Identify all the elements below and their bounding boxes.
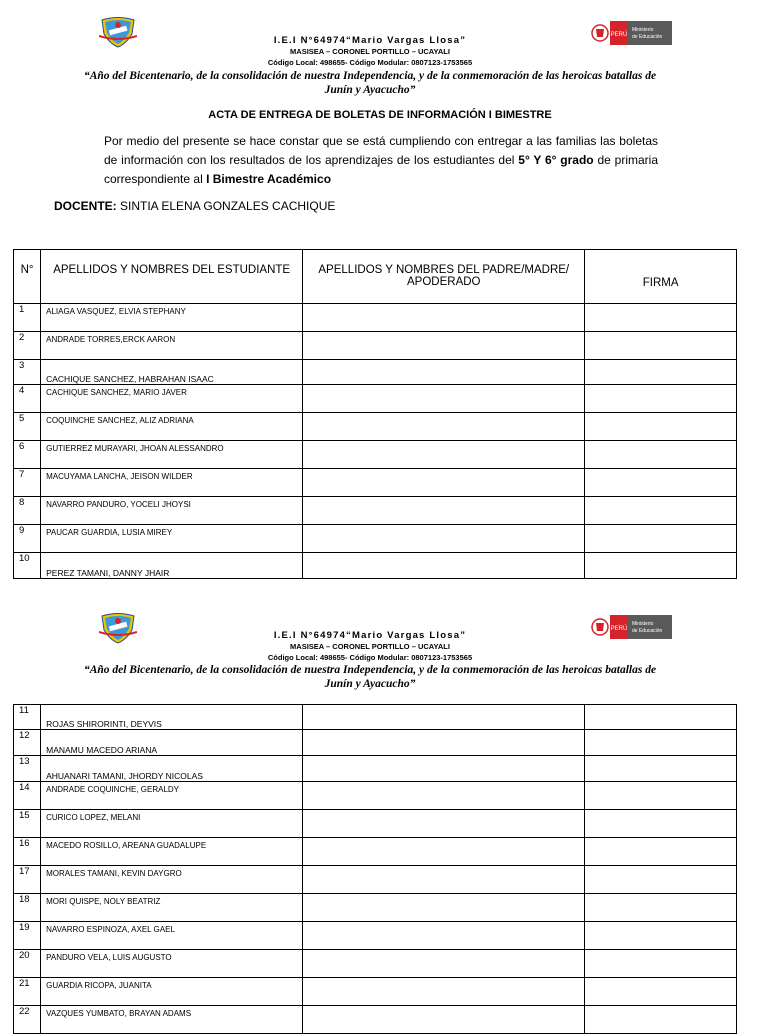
row-number: 4 [14, 385, 41, 413]
motto-line-1: “Año del Bicentenario, de la consolidación de nuestra Independencia, y de la conmemoración de las heroicas batallas de [83, 70, 657, 82]
school-name: I.E.I N°64974“Mario Vargas Llosa” [273, 630, 467, 641]
table-row [14, 730, 737, 756]
table-row [14, 525, 737, 553]
table-row [14, 922, 737, 950]
parent-name-cell[interactable] [303, 950, 585, 978]
intro-period: I Bimestre Académico [206, 172, 332, 186]
table-row [14, 304, 737, 332]
document-title: ACTA DE ENTREGA DE BOLETAS DE INFORMACIÓN I BIMESTRE [208, 109, 552, 121]
parent-name-cell[interactable] [303, 810, 585, 838]
row-number: 8 [14, 497, 41, 525]
student-name: ANDRADE TORRES,ERCK AARON [41, 332, 303, 360]
table-row [14, 950, 737, 978]
student-name: PANDURO VELA, LUIS AUGUSTO [41, 950, 303, 978]
parent-name-cell[interactable] [303, 978, 585, 1006]
table-body-page-1 [14, 304, 737, 579]
parent-name-cell[interactable] [303, 360, 585, 385]
table-row [14, 756, 737, 782]
intro-grades: 5° Y 6° grado [518, 153, 594, 167]
student-name: AHUANARI TAMANI, JHORDY NICOLAS [41, 756, 303, 782]
parent-name-cell[interactable] [303, 838, 585, 866]
row-number: 18 [14, 894, 41, 922]
row-number: 22 [14, 1006, 41, 1034]
delivery-table-page-2 [13, 704, 737, 1034]
signature-cell[interactable] [585, 838, 737, 866]
minedu-peru-text: PERÚ [610, 626, 628, 632]
signature-cell[interactable] [585, 332, 737, 360]
student-name: PEREZ TAMANI, DANNY JHAIR [41, 553, 303, 579]
school-name: I.E.I N°64974“Mario Vargas Llosa” [273, 35, 467, 46]
signature-cell[interactable] [585, 950, 737, 978]
row-number: 2 [14, 332, 41, 360]
signature-cell[interactable] [585, 922, 737, 950]
student-name: GUARDIA RICOPA, JUANITA [41, 978, 303, 1006]
row-number: 21 [14, 978, 41, 1006]
row-number: 17 [14, 866, 41, 894]
teacher-line [54, 199, 335, 213]
student-name: VAZQUES YUMBATO, BRAYAN ADAMS [41, 1006, 303, 1034]
signature-cell[interactable] [585, 413, 737, 441]
parent-name-cell[interactable] [303, 866, 585, 894]
row-number: 7 [14, 469, 41, 497]
row-number: 1 [14, 304, 41, 332]
student-name: ANDRADE COQUINCHE, GERALDY [41, 782, 303, 810]
teacher-name: SINTIA ELENA GONZALES CACHIQUE [116, 199, 336, 213]
student-name: NAVARRO PANDURO, YOCELI JHOYSI [41, 497, 303, 525]
student-name: MANAMU MACEDO ARIANA [41, 730, 303, 756]
student-name: GUTIERREZ MURAYARI, JHOAN ALESSANDRO [41, 441, 303, 469]
student-name: PAUCAR GUARDIA, LUSIA MIREY [41, 525, 303, 553]
student-name: MACUYAMA LANCHA, JEISON WILDER [41, 469, 303, 497]
signature-cell[interactable] [585, 978, 737, 1006]
motto-line-1: “Año del Bicentenario, de la consolidación de nuestra Independencia, y de la conmemoración de las heroicas batallas de [83, 664, 657, 676]
intro-part-2: de primaria correspondiente al [104, 153, 659, 186]
student-name: NAVARRO ESPINOZA, AXEL GAEL [41, 922, 303, 950]
parent-name-cell[interactable] [303, 705, 585, 730]
table-row [14, 469, 737, 497]
row-number: 5 [14, 413, 41, 441]
signature-cell[interactable] [585, 756, 737, 782]
signature-cell[interactable] [585, 304, 737, 332]
table-row [14, 385, 737, 413]
school-location: MASISEA – CORONEL PORTILLO – UCAYALI [290, 642, 450, 651]
school-shield-logo [99, 16, 137, 48]
parent-name-cell[interactable] [303, 497, 585, 525]
signature-cell[interactable] [585, 810, 737, 838]
row-number: 3 [14, 360, 41, 385]
minedu-peru-text: PERÚ [610, 32, 628, 38]
table-row [14, 894, 737, 922]
teacher-label: DOCENTE: [54, 199, 117, 213]
student-name: MORI QUISPE, NOLY BEATRIZ [41, 894, 303, 922]
parent-name-cell[interactable] [303, 782, 585, 810]
signature-cell[interactable] [585, 894, 737, 922]
header-parent: APELLIDOS Y NOMBRES DEL PADRE/MADRE/ APODERADO [303, 250, 585, 304]
intro-part-1: Por medio del presente se hace constar que se está cumpliendo con entregar a las familias las boletas de información con los resultados de los aprendizajes de los estudiantes del [104, 134, 658, 167]
student-name: MACEDO ROSILLO, AREANA GUADALUPE [41, 838, 303, 866]
row-number: 6 [14, 441, 41, 469]
table-row [14, 866, 737, 894]
table-row [14, 497, 737, 525]
signature-cell[interactable] [585, 1006, 737, 1034]
school-location: MASISEA – CORONEL PORTILLO – UCAYALI [290, 47, 450, 56]
table-row [14, 810, 737, 838]
signature-cell[interactable] [585, 385, 737, 413]
parent-name-cell[interactable] [303, 756, 585, 782]
minedu-label-2: de Educación [632, 628, 663, 634]
row-number: 9 [14, 525, 41, 553]
row-number: 16 [14, 838, 41, 866]
signature-cell[interactable] [585, 782, 737, 810]
signature-cell[interactable] [585, 866, 737, 894]
row-number: 14 [14, 782, 41, 810]
intro-paragraph [104, 132, 658, 189]
school-shield-logo [99, 612, 137, 644]
table-row [14, 782, 737, 810]
parent-name-cell[interactable] [303, 525, 585, 553]
row-number: 10 [14, 553, 41, 579]
row-number: 20 [14, 950, 41, 978]
student-name: CACHIQUE SANCHEZ, MARIO JAVER [41, 385, 303, 413]
parent-name-cell[interactable] [303, 469, 585, 497]
school-codes: Código Local: 498655- Código Modular: 0807123-1753565 [267, 653, 473, 662]
row-number: 12 [14, 730, 41, 756]
school-codes: Código Local: 498655- Código Modular: 0807123-1753565 [267, 58, 473, 67]
parent-name-cell[interactable] [303, 730, 585, 756]
table-row [14, 1006, 737, 1034]
parent-name-cell[interactable] [303, 922, 585, 950]
signature-cell[interactable] [585, 525, 737, 553]
row-number: 19 [14, 922, 41, 950]
year-motto [70, 663, 670, 691]
signature-cell[interactable] [585, 441, 737, 469]
student-name: ALIAGA VASQUEZ, ELVIA STEPHANY [41, 304, 303, 332]
minedu-label-2: de Educación [632, 34, 663, 40]
motto-line-2: Junín y Ayacucho” [324, 84, 416, 96]
minedu-label-1: Ministerio [632, 621, 654, 627]
table-row [14, 705, 737, 730]
header-signature: FIRMA [585, 250, 737, 304]
minedu-label-1: Ministerio [632, 27, 654, 33]
document-page-2 [0, 600, 768, 1024]
delivery-table-page-1 [13, 249, 737, 579]
parent-name-cell[interactable] [303, 553, 585, 579]
signature-cell[interactable] [585, 705, 737, 730]
student-name: MORALES TAMANI, KEVIN DAYGRO [41, 866, 303, 894]
signature-cell[interactable] [585, 469, 737, 497]
table-row [14, 360, 737, 385]
table-body-page-2 [14, 705, 737, 1034]
table-row [14, 413, 737, 441]
signature-cell[interactable] [585, 497, 737, 525]
signature-cell[interactable] [585, 730, 737, 756]
parent-name-cell[interactable] [303, 441, 585, 469]
table-row [14, 332, 737, 360]
student-name: CACHIQUE SANCHEZ, HABRAHAN ISAAC [41, 360, 303, 385]
minedu-logo [590, 614, 674, 640]
table-row [14, 978, 737, 1006]
row-number: 11 [14, 705, 41, 730]
student-name: COQUINCHE SANCHEZ, ALIZ ADRIANA [41, 413, 303, 441]
parent-name-cell[interactable] [303, 332, 585, 360]
student-name: CURICO LOPEZ, MELANI [41, 810, 303, 838]
row-number: 13 [14, 756, 41, 782]
parent-name-cell[interactable] [303, 385, 585, 413]
year-motto [70, 69, 670, 97]
header-student: APELLIDOS Y NOMBRES DEL ESTUDIANTE [41, 250, 303, 304]
row-number: 15 [14, 810, 41, 838]
table-row [14, 838, 737, 866]
table-row [14, 441, 737, 469]
student-name: ROJAS SHIRORINTI, DEYVIS [41, 705, 303, 730]
motto-line-2: Junín y Ayacucho” [324, 678, 416, 690]
signature-cell[interactable] [585, 360, 737, 385]
parent-name-cell[interactable] [303, 413, 585, 441]
table-row [14, 553, 737, 579]
minedu-logo [590, 20, 674, 46]
parent-name-cell[interactable] [303, 304, 585, 332]
signature-cell[interactable] [585, 553, 737, 579]
parent-name-cell[interactable] [303, 1006, 585, 1034]
parent-name-cell[interactable] [303, 894, 585, 922]
header-num: N° [14, 250, 41, 304]
